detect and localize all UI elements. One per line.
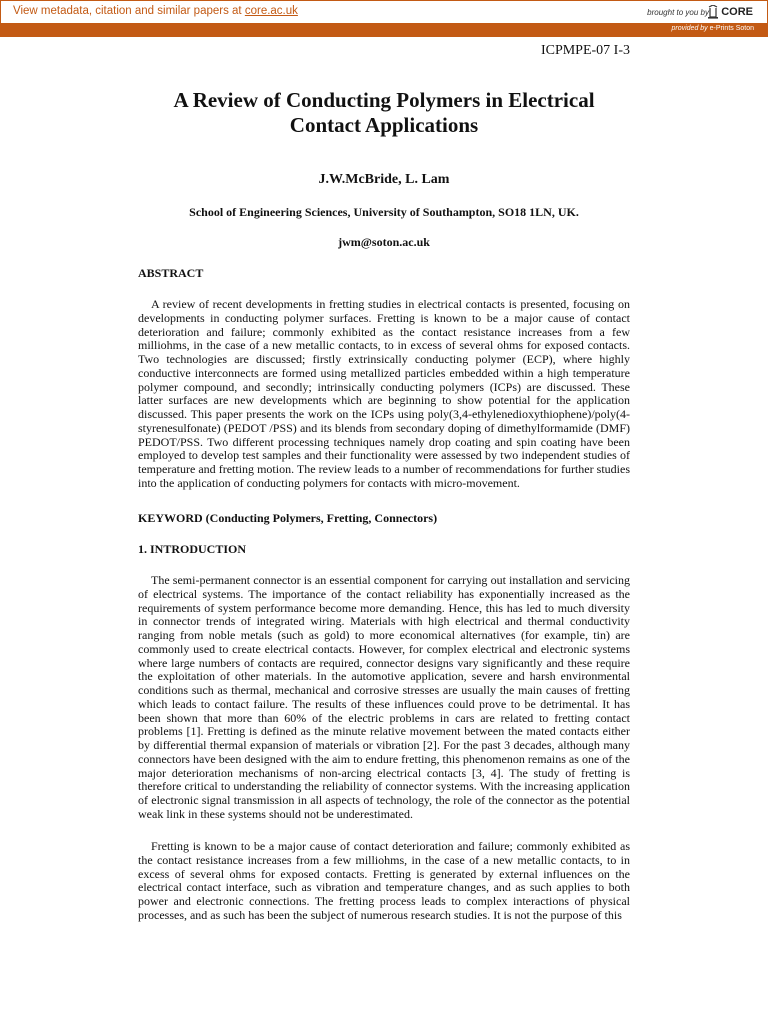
- provided-by-label: provided by: [671, 25, 708, 32]
- intro-paragraph-1: The semi-permanent connector is an essential component for carrying out installation and servicing of electrical systems. The importance of the contact reliability has exponentially increased as the requirements of system performance become more demanding. Hence, this has led to much diversity in connector trends of integrated wiring. Materials with high electrical and thermal conductivity ranging from noble metals (such as gold) to more economical alternatives (for example, tin) are commonly used to create electrical contacts. However, for complex electrical and electronic systems where large numbers of contacts are required, connector designs vary significantly and these require the exploitation of other materials. In the automotive application, severe and harsh environmental conditions such as thermal, mechanical and corrosive stresses are usually the main causes of fretting which leads to contact failure. The results of these influences could prove to be detrimental. It has been shown that more than 60% of the electric problems in cars are related to fretting contact problems [1]. Fretting is defined as the minute relative movement between the mated contacts either by differential thermal expansion of materials or vibration [2]. For the past 3 decades, although many connectors have been designed with the aim to endure fretting, this phenomenon remains as one of the major deterioration mechanisms of non-arcing electrical contacts [3, 4]. The study of fretting is therefore critical to understanding the reliability of connector systems. With the increasing application of electronic signal transmission in all aspects of technology, the role of the connector as the potential weak link in these systems should not be underestimated.: [138, 573, 630, 821]
- core-logo[interactable]: [707, 4, 753, 20]
- provider-name[interactable]: e-Prints Soton: [709, 25, 754, 32]
- keywords-line: KEYWORD (Conducting Polymers, Fretting, Connectors): [138, 511, 438, 525]
- brought-by-label: brought to you by: [647, 8, 709, 17]
- core-logo-label: CORE: [721, 6, 753, 18]
- paper-affiliation: School of Engineering Sciences, University of Southampton, SO18 1LN, UK.: [189, 205, 579, 219]
- provided-by-row: [671, 25, 754, 32]
- abstract-heading: ABSTRACT: [138, 266, 204, 280]
- abstract-text: A review of recent developments in fretting studies in electrical contacts is presented, focusing on developments in conducting polymer surfaces. Fretting is known to be a major cause of contact deterioration and failure; commonly exhibited as the contact resistance increases from a few milliohms, in the case of a new metallic contacts, to in excess of several ohms for exposed contacts. Two technologies are discussed; firstly extrinsically conducting polymer (ECP), where highly conductive interconnects are formed using metallized particles embedded within a high temperature polymer compound, and secondly; intrinsically conducting polymers (ICPs) are discussed. These latter surfaces are new developments which are beginning to show potential for the application discussed. This paper presents the work on the ICPs using poly(3,4-ethylenedioxythiophene)/poly(4-styrenesulfonate) (PEDOT /PSS) and its blends from secondary doping of dimethylformamide (DMF) PEDOT/PSS. Two different processing techniques namely drop coating and spin coating have been employed to develop test samples and their functionality were assessed by two independent studies of temperature and fretting motion. The review leads to a number of recommendations for further studies into the application of conducting polymers for contacts with micro-movement.: [138, 297, 630, 490]
- paper-title-line-1: A Review of Conducting Polymers in Electrical: [173, 88, 595, 112]
- paper-authors: J.W.McBride, L. Lam: [318, 172, 450, 187]
- core-logo-icon: [707, 5, 719, 19]
- core-banner-top: [0, 0, 768, 24]
- metadata-link-prefix: View metadata, citation and similar papers at: [13, 5, 242, 17]
- paper-title-line-2: Contact Applications: [289, 113, 479, 137]
- page-identifier: ICPMPE-07 I-3: [540, 43, 630, 58]
- core-banner: [0, 0, 768, 37]
- core-link[interactable]: core.ac.uk: [244, 5, 298, 17]
- section-heading-introduction: 1. INTRODUCTION: [138, 542, 247, 556]
- intro-paragraph-2: Fretting is known to be a major cause of contact deterioration and failure; commonly exhibited as the contact resistance increases from a few milliohms, in the case of a new metallic contacts, to in excess of several ohms for exposed contacts. Fretting is generated by external influences on the electrical contact interface, such as vibration and temperature changes, and as such applies to both power and electronic connections. The fretting process leads to complex interactions of physical processes, and as such has been the subject of numerous research studies. It is not the purpose of this: [138, 839, 630, 922]
- author-email: jwm@soton.ac.uk: [338, 235, 430, 249]
- metadata-link-row: [13, 5, 298, 17]
- paper-title: [138, 88, 630, 138]
- core-banner-bottom: [0, 24, 768, 37]
